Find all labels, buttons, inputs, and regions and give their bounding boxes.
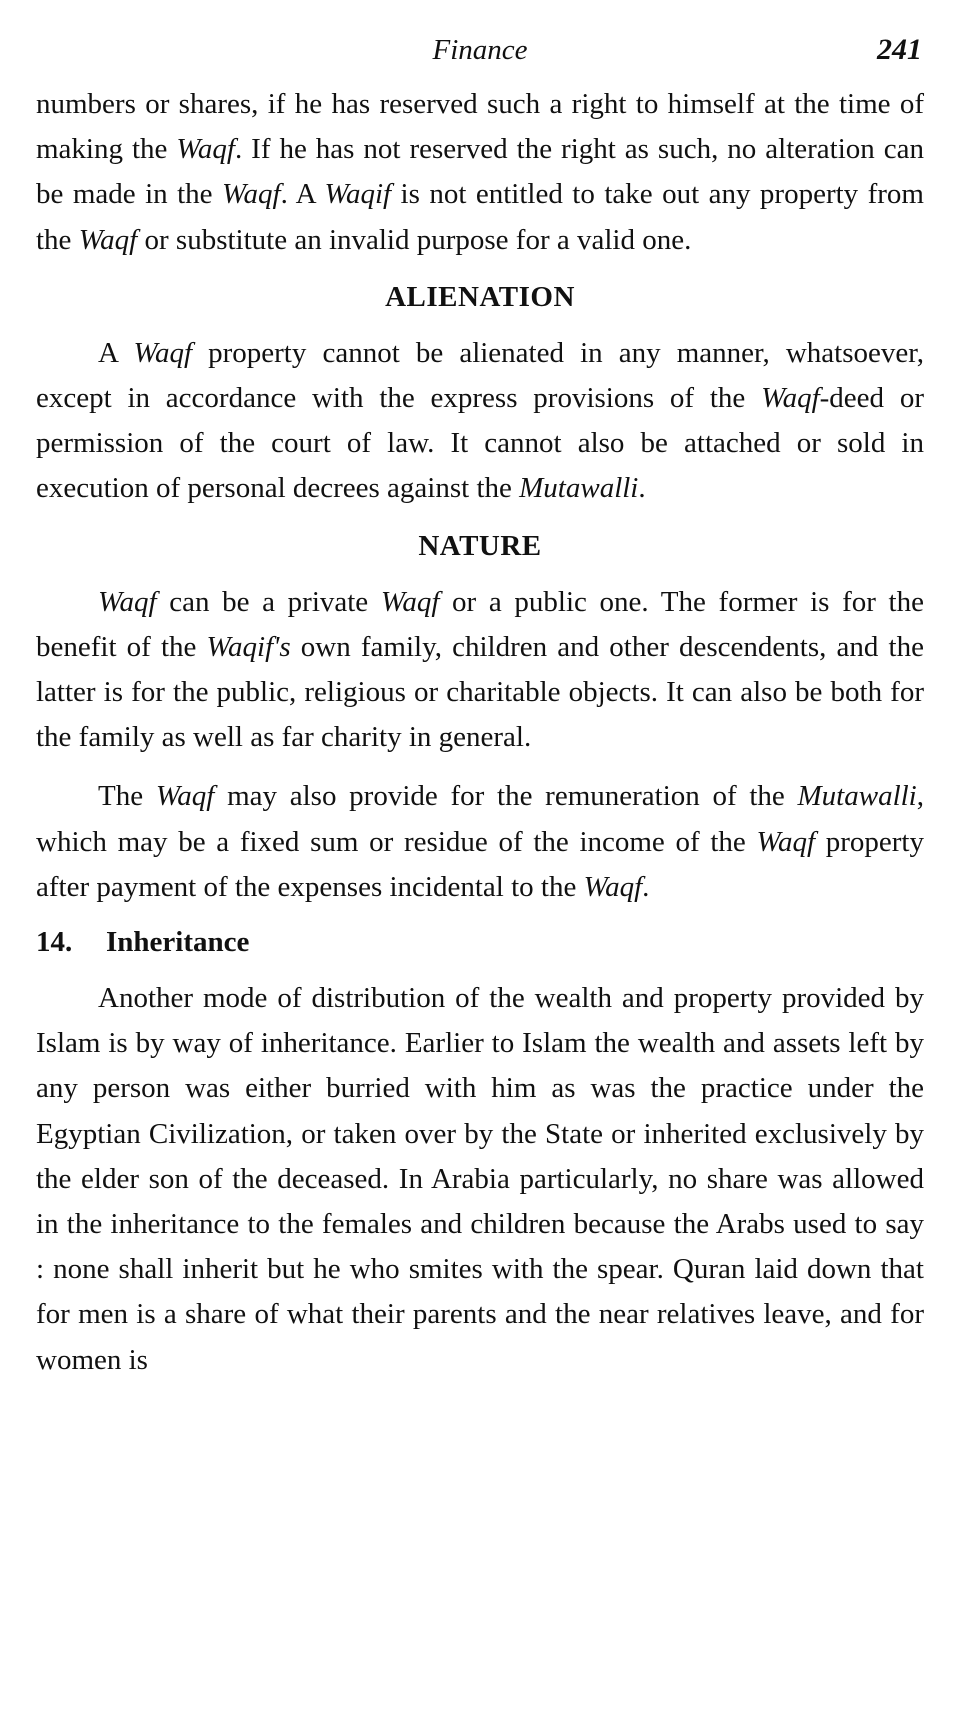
running-title: Finance [432, 34, 528, 66]
paragraph-alienation: A Waqf property cannot be alienated in any manner, whatsoever, except in accordance with the express provisions of the Waqf-deed or permission of the court of law. It cannot also be attached or sold in execution of personal decrees against the Mutawalli. [36, 336, 925, 505]
section-heading-inheritance [36, 920, 924, 964]
italic-term: Waqf [78, 223, 138, 256]
heading-nature: NATURE [418, 529, 542, 562]
italic-term: Waqf [761, 382, 820, 415]
italic-term: Waqf [222, 178, 281, 211]
paragraph-waqf-alteration: numbers or shares, if he has reserved such a right to himself at the time of making the Waqf. If he has not reserved the right as such, no alteration can be made in the Waqf. A Waqif is not entitled to take out any property from the Waqf or substitute an invalid purpose for a valid one. [36, 88, 925, 256]
page-number: 241 [877, 33, 922, 66]
paragraph-nature: Waqf can be a private Waqf or a public one. The former is for the benefit of the Waqif's own family, children and other descendents, and the latter is for the public, religious or charitable objects. It can also be both for the family as well as far charity in general. [36, 585, 924, 754]
heading-alienation: ALIENATION [385, 280, 575, 313]
italic-term: Mutawalli [797, 780, 917, 813]
italic-term: Waqf [583, 870, 643, 903]
running-header [36, 28, 924, 78]
italic-term: Waqf [98, 585, 157, 618]
section-title: Inheritance [106, 926, 250, 959]
italic-term: Waqf [756, 825, 816, 858]
italic-term: Waqf [176, 133, 235, 166]
paragraph-inheritance: Another mode of distribution of the wealth and property provided by Islam is by way of inheritance. Earlier to Islam the wealth and assets left by any person was either burried with him as was the practice under the Egyptian Civilization, or taken over by the State or inherited exclusively by the elder son of the deceased. In Arabia particularly, no share was allowed in the inheritance to the females and children because the Arabs used to say : none shall inherit but he who smites with the spear. Quran laid down that for men is a share of what their parents and the near relatives leave, and for women is [36, 982, 924, 1376]
italic-term: Waqf [133, 336, 193, 369]
italic-term: Mutawalli [519, 472, 639, 505]
paragraph-remuneration: The Waqf may also provide for the remuneration of the Mutawalli, which may be a fixed sum or residue of the income of the Waqf property after payment of the expenses incidental to the Waqf. [36, 780, 924, 903]
book-page [36, 0, 924, 1728]
section-number: 14. [36, 926, 73, 959]
italic-term: Waqf [380, 585, 440, 618]
italic-term: Waqif [324, 178, 392, 211]
italic-term: Waqif's [206, 630, 291, 663]
paragraph-gap [36, 760, 924, 774]
italic-term: Waqf [155, 780, 215, 813]
